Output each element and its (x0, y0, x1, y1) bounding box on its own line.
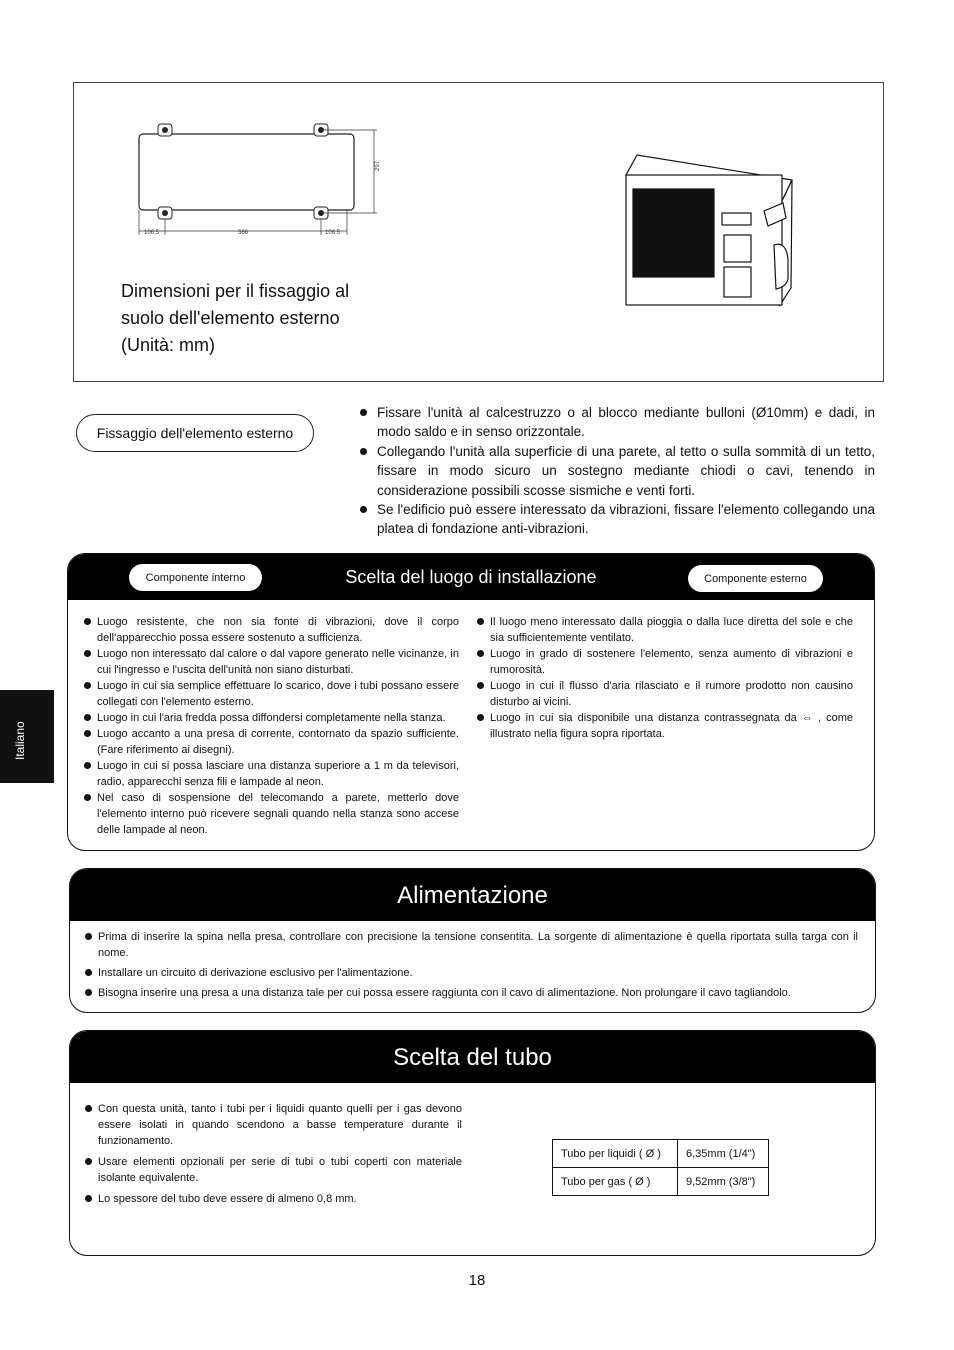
outdoor-unit-illustration (626, 155, 792, 305)
panel-header (70, 1031, 875, 1083)
table-cell: Tubo per gas ( Ø ) (553, 1168, 678, 1196)
list-item: Luogo in cui sia semplice effettuare lo scarico, dove i tubi possano essere collegati con l'elemento esterno. (83, 678, 459, 710)
list-item: Installare un circuito di derivazione esclusivo per l'alimentazione. (84, 965, 858, 981)
figure-caption (121, 278, 401, 359)
outdoor-requirements-list (476, 614, 853, 742)
caption-line: (Unità: mm) (121, 335, 215, 355)
list-item: Prima di inserire la spina nella presa, controllare con precisione la tensione consentita. La sorgente di alimentazione è quella riportata sulla targa con il nome. (84, 929, 858, 961)
section-title: Scelta del luogo di installazione (345, 567, 597, 587)
list-item: Bisogna inserire una presa a una distanza tale per cui possa essere raggiunta con il cavo di alimentazione. Non prolungare il cavo tagliandolo. (84, 985, 858, 1001)
table-cell: 6,35mm (1/4") (678, 1140, 769, 1168)
outdoor-unit-label: Componente esterno (688, 565, 823, 592)
caption-line: suolo dell'elemento esterno (121, 308, 340, 328)
language-tab (0, 690, 54, 783)
list-item: Luogo in cui si possa lasciare una distanza superiore a 1 m da televisori, radio, apparecchi senza fili e lampade al neon. (83, 758, 459, 790)
list-item: Lo spessore del tubo deve essere di almeno 0,8 mm. (84, 1191, 462, 1207)
list-item: Luogo in cui il flusso d'aria rilasciato e il rumore prodotto non causino disturbo ai vicini. (476, 678, 853, 710)
list-item: Luogo non interessato dal calore o dal vapore generato nelle vicinanze, in cui l'ingresso e l'uscita dell'unità non siano disturbati. (83, 646, 459, 678)
indoor-requirements-list (83, 614, 459, 838)
caption-line: Dimensioni per il fissaggio al (121, 281, 350, 301)
fixing-label: Fissaggio dell'elemento esterno (76, 414, 314, 452)
power-supply-panel (69, 868, 876, 1013)
list-item: Usare elementi opzionali per serie di tubi o tubi coperti con materiale isolante equivalente. (84, 1154, 462, 1186)
dim-left-offset: 106.5 (144, 230, 160, 236)
list-item: Il luogo meno interessato dalla pioggia o dalla luce diretta del sole e che sia sufficientemente ventilato. (476, 614, 853, 646)
list-item: Nel caso di sospensione del telecomando a parete, metterlo dove l'elemento interno può ricevere segnali quando nella stanza sono accese delle lampade al neon. (83, 790, 459, 838)
list-item: Luogo accanto a una presa di corrente, contornato da spazio sufficiente. (Fare riferimento ai disegni). (83, 726, 459, 758)
page-number: 18 (468, 1272, 486, 1289)
table-cell: 9,52mm (3/8") (678, 1168, 769, 1196)
list-item: Con questa unità, tanto i tubi per i liquidi quanto quelli per i gas devono essere isolati in quando scendono a basse temperature durante il funzionamento. (84, 1101, 462, 1149)
dim-height: 297 (375, 160, 381, 171)
list-item: Fissare l'unità al calcestruzzo o al blocco mediante bulloni (Ø10mm) e dadi, in modo saldo e in senso orizzontale. (358, 403, 875, 442)
table-row (553, 1140, 769, 1168)
list-item: Luogo in cui sia disponibile una distanza contrassegnata da ⇔ , come illustrato nella figura sopra riportata. (476, 710, 853, 742)
power-list (84, 929, 858, 1005)
list-item: Collegando l'unità alla superficie di una parete, al tetto o sulla sommità di un tetto, fissare in modo sicuro un sostegno mediante chiodi o cavi, tenendo in considerazione possibili scosse sismiche e venti forti. (358, 442, 875, 500)
dim-right-offset: 106.5 (325, 230, 341, 236)
list-item: Luogo in cui l'aria fredda possa diffondersi completamente nella stanza. (83, 710, 459, 726)
language-label: Italiano (13, 721, 27, 760)
fixing-list (358, 403, 875, 539)
panel-header (68, 554, 874, 600)
dim-span: 566 (238, 230, 249, 236)
table-cell: Tubo per liquidi ( Ø ) (553, 1140, 678, 1168)
pipe-list (84, 1101, 462, 1212)
installation-location-panel (67, 553, 875, 851)
list-item: Se l'edificio può essere interessato da vibrazioni, fissare l'elemento collegando una platea di fondazione anti-vibrazioni. (358, 500, 875, 539)
panel-header (70, 869, 875, 921)
section-title: Alimentazione (397, 882, 548, 909)
list-item: Luogo resistente, che non sia fonte di vibrazioni, dove il corpo dell'apparecchio possa essere sostenuto a sufficienza. (83, 614, 459, 646)
pipe-size-table (552, 1139, 769, 1196)
indoor-unit-label: Componente interno (129, 564, 262, 591)
table-row (553, 1168, 769, 1196)
section-title: Scelta del tubo (393, 1044, 552, 1071)
pipe-selection-panel (69, 1030, 876, 1256)
list-item: Luogo in grado di sostenere l'elemento, senza aumento di vibrazioni e rumorosità. (476, 646, 853, 678)
